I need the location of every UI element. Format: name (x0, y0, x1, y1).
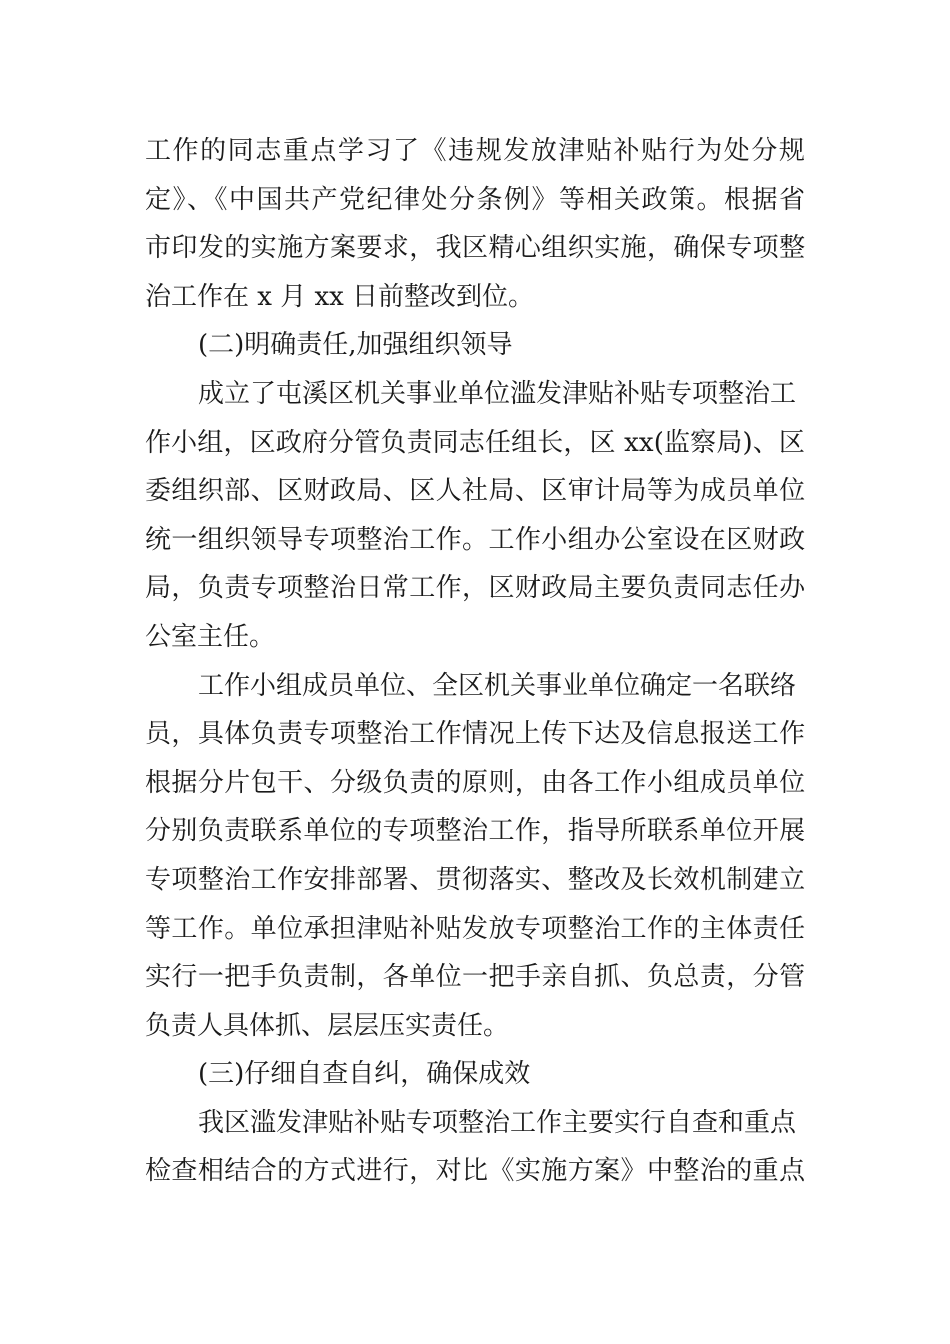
text-line: 我区滥发津贴补贴专项整治工作主要实行自查和重点 (198, 1107, 797, 1138)
text-line: 定》、《中国共产党纪律处分条例》等相关政策。根据省 (145, 184, 807, 215)
text-line: 局，负责专项整治日常工作，区财政局主要负责同志任办 (145, 573, 806, 604)
text-line: 根据分片包干、分级负责的原则，由各工作小组成员单位 (145, 767, 806, 798)
text-line: 治工作在 x 月 xx 日前整改到位。 (145, 281, 535, 312)
text-line: 专项整治工作安排部署、贯彻落实、整改及长效机制建立 (145, 864, 806, 895)
text-line: 委组织部、区财政局、区人社局、区审计局等为成员单位 (145, 476, 806, 507)
document-body (145, 127, 805, 1196)
text-line: 成立了屯溪区机关事业单位滥发津贴补贴专项整治工 (198, 378, 797, 409)
text-line: 员，具体负责专项整治工作情况上传下达及信息报送工作 (145, 719, 806, 750)
text-line: (二)明确责任,加强组织领导 (198, 330, 513, 361)
text-line: 实行一把手负责制，各单位一把手亲自抓、负总责，分管 (145, 962, 806, 993)
text-line: 公室主任。 (145, 621, 276, 652)
text-line: 分别负责联系单位的专项整治工作，指导所联系单位开展 (145, 816, 806, 847)
text-line: 工作小组成员单位、全区机关事业单位确定一名联络 (198, 670, 797, 701)
text-line: 负责人具体抓、层层压实责任。 (145, 1010, 510, 1041)
text-line: 市印发的实施方案要求，我区精心组织实施，确保专项整 (145, 233, 806, 264)
text-line: 检查相结合的方式进行，对比《实施方案》中整治的重点 (145, 1156, 806, 1187)
text-line: 作小组，区政府分管负责同志任组长，区 xx(监察局)、区 (145, 427, 806, 458)
text-line: 等工作。单位承担津贴补贴发放专项整治工作的主体责任 (145, 913, 806, 944)
text-line: (三)仔细自查自纠，确保成效 (198, 1059, 531, 1090)
text-line: 工作的同志重点学习了《违规发放津贴补贴行为处分规 (145, 136, 807, 166)
text-line: 统一组织领导专项整治工作。工作小组办公室设在区财政 (145, 524, 806, 555)
